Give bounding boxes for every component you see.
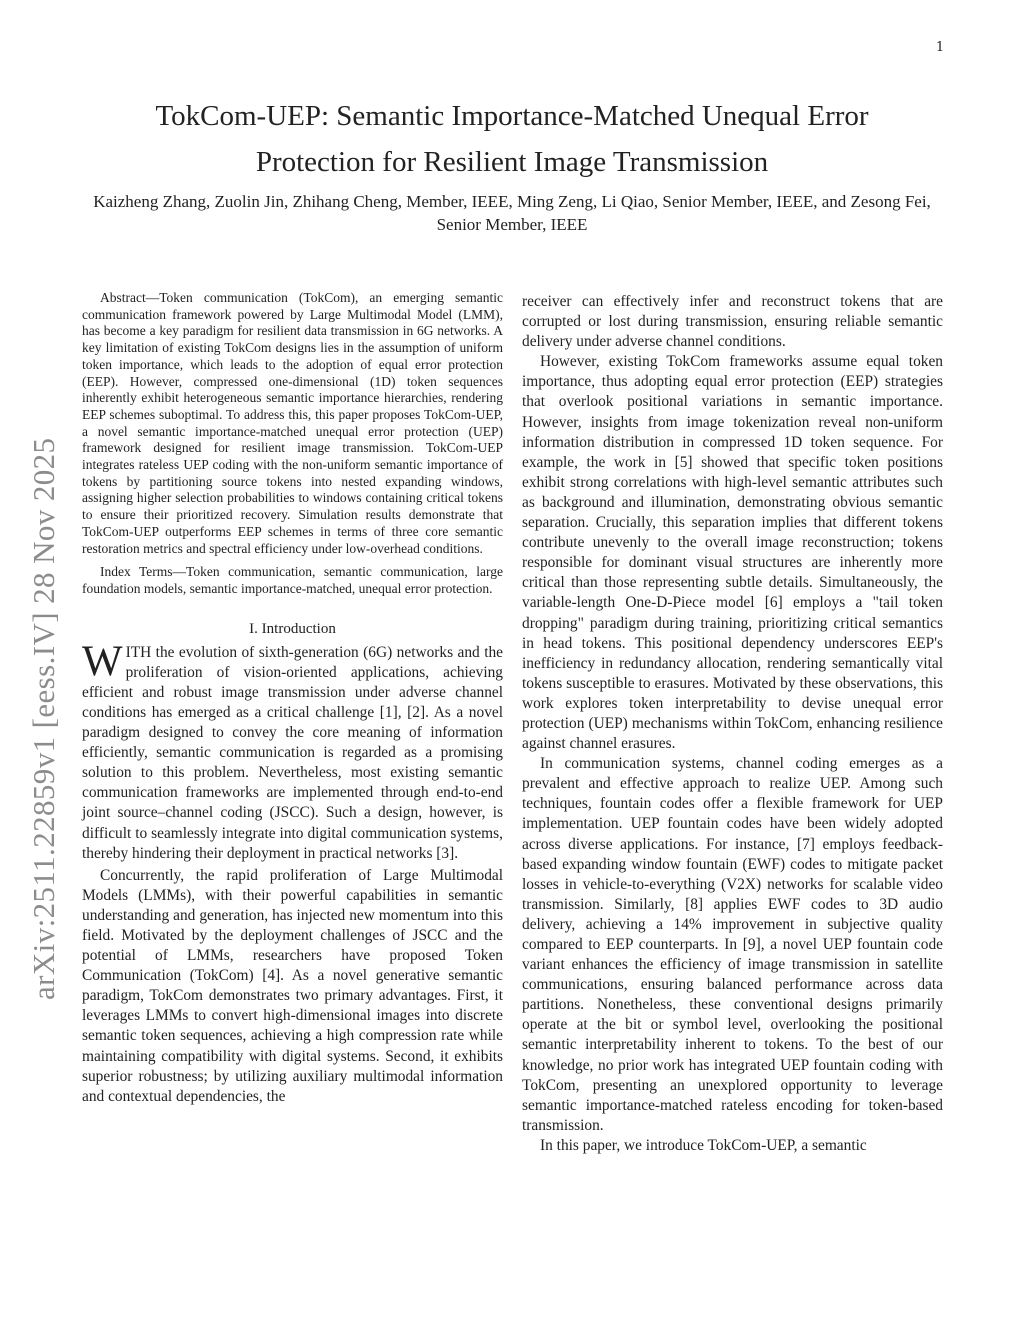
- left-column: [82, 290, 503, 1109]
- intro-paragraph-2: Concurrently, the rapid proliferation of Large Multimodal Models (LMMs), with their powerful capabilities in semantic understanding and generation, has injected new momentum into this field. Motivated by the deployment challenges of JSCC and the potential of LMMs, researchers have proposed Token Communication (TokCom) [4]. As a novel generative semantic paradigm, TokCom demonstrates two primary advantages. First, it leverages LMMs to convert high-dimensional images into discrete semantic token sequences, achieving a high compression rate while maintaining compatibility with digital systems. Second, it exhibits superior robustness; by utilizing auxiliary multimodal information and contextual dependencies, the: [82, 866, 503, 1105]
- abstract: Abstract—Token communication (TokCom), an emerging semantic communication framework powered by Large Multimodal Model (LMM), has become a key paradigm for resilient data transmission in 6G networks. A key limitation of existing TokCom designs lies in the assumption of uniform token importance, which leads to the adoption of equal error protection (EEP). However, compressed one-dimensional (1D) token sequences inherently exhibit heterogeneous semantic importance hierarchies, rendering EEP schemes suboptimal. To address this, this paper proposes TokCom-UEP, a novel semantic importance-matched unequal error protection (UEP) framework designed for resilient image transmission. TokCom-UEP integrates rateless UEP coding with the non-uniform semantic importance of tokens by partitioning source tokens into nested expanding windows, assigning higher selection probabilities to windows containing critical tokens to ensure their prioritized recovery. Simulation results demonstrate that TokCom-UEP outperforms EEP schemes in terms of three core semantic restoration metrics and spectral efficiency under low-overhead conditions.: [82, 290, 503, 556]
- intro-paragraph-2-continued: receiver can effectively infer and reconstruct tokens that are corrupted or lost during transmission, ensuring reliable semantic delivery under adverse channel conditions.: [522, 293, 943, 351]
- intro-paragraph-1-text: ITH the evolution of sixth-generation (6G) networks and the proliferation of vision-oriented applications, achieving efficient and robust image transmission under adverse channel conditions has emerged as a critical challenge [1], [2]. As a novel paradigm designed to convey the core meaning of information efficiently, semantic communication is regarded as a promising solution to this problem. Nevertheless, most existing semantic communication frameworks are implemented through end-to-end joint source–channel coding (JSCC). Such a design, however, is difficult to seamlessly integrate into digital communication systems, thereby hindering their deployment in practical networks [3].: [82, 643, 503, 862]
- section-heading: I. Introduction: [249, 620, 336, 637]
- right-column: [522, 292, 943, 1156]
- arxiv-identifier: arXiv:2511.22859v1 [eess.IV] 28 Nov 2025: [26, 437, 61, 1000]
- intro-paragraph-4: In communication systems, channel coding emerges as a prevalent and effective approach to realize UEP. Among such techniques, fountain codes offer a flexible framework for UEP implementation. UEP fountain codes have been widely adopted across diverse applications. For instance, [7] employs feedback-based expanding window fountain (EWF) codes to mitigate packet losses in vehicle-to-everything (V2X) networks for scalable video transmission. Similarly, [8] applies EWF codes to 3D audio delivery, achieving a 14% improvement in subjective quality compared to EEP counterparts. In [9], a novel UEP fountain code variant enhances the efficiency of image transmission in satellite communications, ensuring balanced performance across data partitions. Nonetheless, these conventional designs primarily operate at the bit or symbol level, overlooking the positional semantic interpretability inherent to tokens. To the best of our knowledge, no prior work has integrated UEP fountain coding with TokCom, presenting an unexplored opportunity to leverage semantic importance-matched rateless encoding for token-based transmission.: [522, 755, 943, 1134]
- page-number: 1: [935, 40, 945, 55]
- index-terms: Index Terms—Token communication, semantic communication, large foundation models, semantic importance-matched, unequal error protection.: [82, 564, 503, 596]
- author-list: Kaizheng Zhang, Zuolin Jin, Zhihang Cheng, Member, IEEE, Ming Zeng, Li Qiao, Senior Member, IEEE, and Zesong Fei, Senior Member, IEEE: [93, 192, 931, 234]
- intro-paragraph-1: [82, 637, 503, 864]
- intro-paragraph-5: In this paper, we introduce TokCom-UEP, a semantic: [540, 1136, 867, 1154]
- drop-cap: W: [82, 637, 123, 685]
- intro-paragraph-3: However, existing TokCom frameworks assume equal token importance, thus adopting equal error protection (EEP) strategies that overlook positional variations in semantic importance. However, insights from image tokenization reveal non-uniform information distribution in compressed 1D token sequence. For example, the work in [5] showed that specific token positions exhibit strong correlations with high-level semantic attributes such as background and illumination, demonstrating obvious semantic separation. Crucially, this separation implies that different tokens contribute unevenly to the overall image reconstruction; tokens responsible for dominant visual structures are inherently more critical than those representing subtle details. Simultaneously, the variable-length One-D-Piece model [6] employs a "tail token dropping" paradigm during training, prioritizing critical semantics in head tokens. This positional dependency underscores EEP's inefficiency in redundancy allocation, rendering semantically vital tokens susceptible to erasures. Motivated by these observations, this work explores token interpretability to devise unequal error protection (UEP) mechanisms within TokCom, enhancing resilience against channel erasures.: [522, 353, 943, 753]
- paper-title: TokCom-UEP: Semantic Importance-Matched Unequal Error Protection for Resilient Image Transmission: [155, 100, 869, 178]
